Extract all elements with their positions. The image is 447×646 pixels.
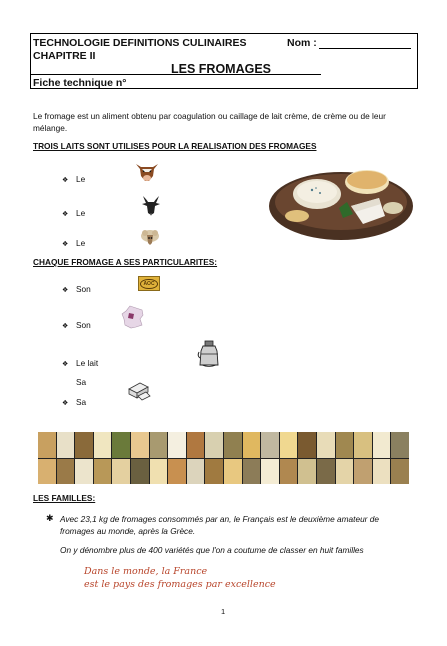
name-label: Nom : bbox=[287, 37, 317, 49]
list-item-label: Le bbox=[76, 174, 86, 184]
list-item-label: Le bbox=[76, 238, 86, 248]
list-item-label: Sa bbox=[76, 397, 87, 407]
bullet-icon: ❖ bbox=[62, 323, 69, 330]
cheese-photo-mosaic bbox=[38, 432, 409, 484]
list-item bbox=[62, 358, 98, 368]
families-count-text: On y dénombre plus de 400 variétés que l'on a coutume de classer en huit familles bbox=[60, 545, 364, 555]
header-divider bbox=[31, 74, 321, 75]
list-item-label: Le bbox=[76, 208, 86, 218]
goat-icon bbox=[140, 194, 162, 216]
list-item bbox=[62, 238, 85, 248]
bullet-icon: ❖ bbox=[62, 361, 69, 368]
aoc-seal-icon bbox=[138, 276, 160, 291]
bullet-icon: ❖ bbox=[62, 400, 69, 407]
list-item bbox=[62, 208, 85, 218]
bullet-icon: ❖ bbox=[62, 241, 69, 248]
bullet-icon: ❖ bbox=[62, 211, 69, 218]
list-item-label: Son bbox=[76, 284, 91, 294]
france-map-icon bbox=[120, 305, 146, 329]
section-milks-title: TROIS LAITS SONT UTILISES POUR LA REALISATION DES FROMAGES bbox=[33, 141, 317, 151]
cheese-platter-photo bbox=[267, 158, 415, 242]
sheep-icon bbox=[139, 228, 161, 246]
intro-paragraph: Le fromage est un aliment obtenu par coagulation ou caillage de lait crème, de crème ou de leur mélange. bbox=[33, 111, 386, 133]
milk-churn-icon bbox=[196, 340, 222, 368]
list-item bbox=[62, 320, 91, 330]
header-box bbox=[30, 33, 418, 89]
aoc-seal-label: AOC bbox=[140, 279, 157, 289]
list-item bbox=[62, 174, 85, 184]
page-title: LES FROMAGES bbox=[171, 62, 272, 76]
section-families-title: LES FAMILLES: bbox=[33, 493, 96, 503]
page-number: 1 bbox=[221, 607, 226, 616]
cow-icon bbox=[134, 160, 160, 182]
list-item bbox=[62, 284, 91, 294]
fiche-label: Fiche technique n° bbox=[33, 77, 127, 89]
handwritten-note-line2: est le pays des fromages par excellence bbox=[84, 579, 276, 590]
bullet-icon: ❖ bbox=[62, 177, 69, 184]
bullet-icon: ✱ bbox=[46, 513, 54, 523]
section-particularities-title: CHAQUE FROMAGE A SES PARTICULARITES: bbox=[33, 257, 218, 267]
bullet-icon: ❖ bbox=[62, 287, 69, 294]
list-item-label: Le lait bbox=[76, 358, 99, 368]
header-course-title: TECHNOLOGIE DEFINITIONS CULINAIRES bbox=[33, 37, 247, 49]
name-field-line bbox=[319, 48, 411, 49]
list-item bbox=[62, 397, 86, 407]
list-item-label: Son bbox=[76, 320, 91, 330]
families-paragraph: Avec 23,1 kg de fromages consommés par an, le Français est le deuxième amateur de fromages au monde, après la Grèce. bbox=[60, 514, 379, 536]
cheese-wedge-icon bbox=[126, 380, 152, 402]
handwritten-note-line1: Dans le monde, la France bbox=[84, 566, 208, 577]
list-item-label: Sa bbox=[76, 377, 87, 387]
header-chapter: CHAPITRE II bbox=[33, 50, 96, 62]
